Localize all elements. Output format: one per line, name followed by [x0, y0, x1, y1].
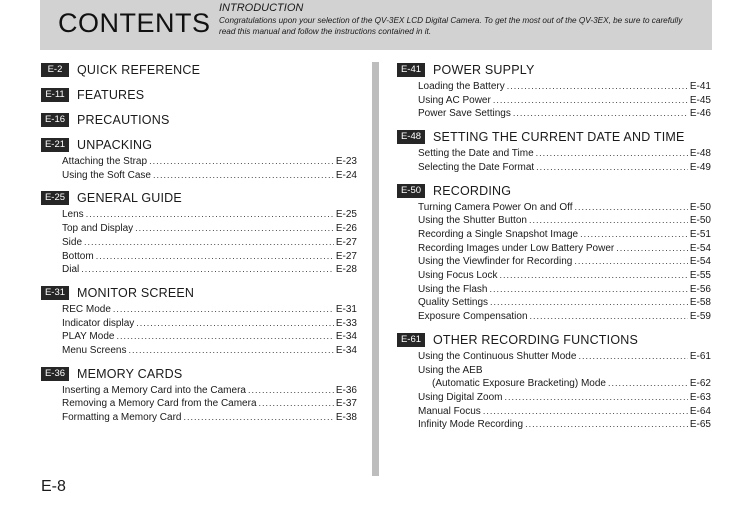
entry-page-number: E-46 [689, 108, 711, 120]
entry-title: Loading the Battery [418, 81, 505, 92]
dot-leader [493, 94, 688, 108]
dot-leader [153, 169, 334, 183]
toc-entry[interactable] [418, 214, 711, 228]
toc-right-column [397, 61, 711, 439]
entry-page-number: E-51 [689, 228, 711, 240]
entry-page-number: E-56 [689, 283, 711, 295]
toc-section [41, 189, 357, 277]
section-title: POWER SUPPLY [433, 63, 535, 77]
dot-leader [96, 250, 334, 264]
introduction-text: Congratulations upon your selection of the QV-3EX LCD Digital Camera. To get the most out of the QV-3EX, be sure to carefully read this manual and follow the instructions contained in it. [219, 16, 683, 36]
toc-entry[interactable] [418, 377, 711, 391]
section-heading[interactable] [41, 365, 357, 383]
toc-entry[interactable] [62, 384, 357, 398]
toc-entry[interactable] [418, 350, 711, 364]
dot-leader [128, 344, 333, 358]
entry-page-number: E-54 [689, 242, 711, 254]
toc-entry[interactable] [62, 303, 357, 317]
dot-leader [504, 391, 687, 405]
entry-title: Using the Soft Case [62, 169, 151, 181]
entry-title: (Automatic Exposure Bracketing) Mode [432, 378, 606, 390]
toc-entry[interactable] [62, 208, 357, 222]
entry-title: Using the Viewfinder for Recording [418, 256, 573, 268]
toc-entry[interactable] [62, 236, 357, 250]
dot-leader [113, 303, 334, 317]
entry-page-number: E-31 [335, 303, 357, 315]
entry-title: Formatting a Memory Card [62, 412, 182, 424]
dot-leader [525, 418, 688, 432]
entry-title: Indicator display [62, 317, 135, 329]
section-title: QUICK REFERENCE [77, 63, 201, 77]
section-title: UNPACKING [77, 138, 153, 152]
entry-title: Recording a Single Snapshot Image [418, 228, 579, 240]
section-page-badge: E-11 [41, 88, 69, 102]
entry-title: Using the Continuous Shutter Mode [418, 350, 577, 362]
section-title: OTHER RECORDING FUNCTIONS [433, 332, 638, 347]
section-heading[interactable] [397, 61, 711, 79]
toc-section [397, 331, 711, 432]
dot-leader [575, 201, 688, 215]
toc-section [41, 86, 357, 104]
entry-page-number: E-38 [335, 412, 357, 424]
section-heading[interactable] [41, 111, 357, 129]
toc-section [41, 284, 357, 358]
entry-title: Removing a Memory Card from the Camera [62, 398, 257, 410]
section-entries [41, 155, 357, 182]
section-heading[interactable] [41, 284, 357, 302]
entry-title: Turning Camera Power On and Off [418, 201, 573, 213]
entry-page-number: E-49 [689, 161, 711, 173]
section-page-badge: E-36 [41, 367, 69, 381]
toc-entry[interactable] [418, 94, 711, 108]
section-page-badge: E-48 [397, 130, 425, 144]
entry-page-number: E-50 [689, 215, 711, 227]
section-page-badge: E-16 [41, 113, 69, 127]
entry-page-number: E-23 [335, 156, 357, 167]
toc-entry[interactable] [62, 263, 357, 277]
entry-title: Top and Display [62, 223, 134, 235]
entry-title: Exposure Compensation [418, 311, 528, 323]
entry-page-number: E-36 [335, 384, 357, 396]
dot-leader [248, 384, 334, 398]
entry-page-number: E-50 [689, 201, 711, 213]
dot-leader [84, 236, 334, 250]
section-page-badge: E-41 [397, 63, 425, 77]
dot-leader [499, 269, 687, 283]
entry-title: PLAY Mode [62, 331, 115, 343]
dot-leader [135, 222, 334, 236]
toc-entry[interactable] [418, 147, 711, 161]
section-entries [41, 208, 357, 277]
dot-leader [183, 411, 333, 425]
dot-leader [116, 330, 333, 344]
dot-leader [616, 242, 688, 256]
section-entries [41, 384, 357, 425]
section-heading[interactable] [397, 128, 711, 146]
dot-leader [529, 214, 688, 228]
column-divider [372, 62, 379, 476]
section-page-badge: E-21 [41, 138, 69, 152]
toc-entry[interactable] [62, 317, 357, 331]
toc-entry[interactable] [418, 242, 711, 256]
entry-page-number: E-34 [335, 331, 357, 343]
entry-page-number: E-54 [689, 256, 711, 268]
section-entries [397, 201, 711, 324]
toc-entry[interactable] [62, 411, 357, 425]
dot-leader [149, 155, 334, 169]
entry-title: Bottom [62, 250, 94, 262]
toc-entry[interactable] [418, 418, 711, 432]
toc-entry[interactable] [62, 397, 357, 411]
entry-title: Using the Shutter Button [418, 215, 527, 227]
section-entries [397, 350, 711, 432]
entry-page-number: E-34 [335, 345, 357, 357]
toc-section [41, 61, 357, 79]
toc-entry[interactable] [418, 201, 711, 215]
entry-title: Infinity Mode Recording [418, 419, 524, 431]
toc-entry[interactable] [418, 255, 711, 269]
entry-title: Using the Flash [418, 283, 488, 295]
toc-entry[interactable] [62, 330, 357, 344]
dot-leader [580, 228, 688, 242]
entry-title: Dial [62, 264, 80, 276]
dot-leader [578, 350, 687, 364]
section-heading[interactable] [397, 182, 711, 200]
entry-title: Using AC Power [418, 94, 491, 106]
section-entries [41, 303, 357, 358]
introduction-heading: INTRODUCTION [219, 2, 304, 14]
entry-page-number: E-48 [689, 148, 711, 160]
toc-section [41, 365, 357, 425]
toc-section [397, 182, 711, 324]
entry-page-number: E-26 [335, 223, 357, 235]
section-page-badge: E-25 [41, 191, 69, 205]
dot-leader [489, 283, 687, 297]
toc-entry[interactable] [62, 250, 357, 264]
toc-entry[interactable] [418, 364, 711, 378]
entry-title: Using Focus Lock [418, 270, 498, 282]
entry-title: Attaching the Strap [62, 156, 148, 167]
section-page-badge: E-31 [41, 286, 69, 300]
toc-entry[interactable] [418, 391, 711, 405]
section-title: PRECAUTIONS [77, 113, 170, 127]
toc-entry[interactable] [62, 344, 357, 358]
toc-section [41, 111, 357, 129]
section-page-badge: E-2 [41, 63, 69, 77]
introduction-block [219, 2, 699, 37]
dot-leader [490, 296, 688, 310]
entry-page-number: E-28 [335, 264, 357, 276]
entry-page-number: E-41 [689, 81, 711, 92]
toc-entry[interactable] [418, 80, 711, 94]
dot-leader [507, 80, 688, 94]
toc-entry[interactable] [418, 283, 711, 297]
toc-section [397, 128, 711, 174]
entry-title: Setting the Date and Time [418, 148, 534, 160]
dot-leader [483, 405, 688, 419]
toc-entry[interactable] [418, 161, 711, 175]
dot-leader [530, 310, 688, 324]
section-page-badge: E-61 [397, 333, 425, 347]
entry-page-number: E-25 [335, 209, 357, 221]
section-entries [397, 147, 711, 174]
dot-leader [536, 147, 688, 161]
section-heading[interactable] [41, 61, 357, 79]
toc-entry[interactable] [62, 222, 357, 236]
entry-page-number: E-61 [689, 350, 711, 362]
section-title: MONITOR SCREEN [77, 285, 195, 300]
toc-entry[interactable] [418, 405, 711, 419]
section-heading[interactable] [41, 86, 357, 104]
entry-page-number: E-65 [689, 419, 711, 431]
entry-title: Power Save Settings [418, 108, 511, 120]
entry-page-number: E-59 [689, 311, 711, 323]
entry-page-number: E-63 [689, 391, 711, 403]
entry-title: Selecting the Date Format [418, 161, 535, 173]
toc-entry[interactable] [62, 169, 357, 183]
toc-entry[interactable] [418, 107, 711, 121]
entry-title: Recording Images under Low Battery Power [418, 242, 615, 254]
section-title: GENERAL GUIDE [77, 191, 182, 206]
dot-leader [574, 255, 688, 269]
entry-title: Quality Settings [418, 297, 489, 309]
toc-section [397, 61, 711, 121]
section-title: SETTING THE CURRENT DATE AND TIME [433, 130, 685, 145]
dot-leader [259, 397, 334, 411]
dot-leader [136, 317, 334, 331]
toc-section [41, 136, 357, 182]
entry-title: Using Digital Zoom [418, 391, 503, 403]
toc-entry[interactable] [418, 310, 711, 324]
entry-title: Side [62, 236, 83, 248]
dot-leader [81, 263, 334, 277]
entry-title: Manual Focus [418, 405, 481, 417]
entry-page-number: E-62 [689, 378, 711, 390]
dot-leader [513, 107, 688, 121]
section-title: MEMORY CARDS [77, 366, 183, 381]
section-heading[interactable] [41, 189, 357, 207]
dot-leader [86, 208, 334, 222]
dot-leader [608, 377, 688, 391]
entry-page-number: E-45 [689, 94, 711, 106]
toc-entry[interactable] [418, 296, 711, 310]
dot-leader [536, 161, 688, 175]
entry-title: Lens [62, 209, 84, 221]
entry-page-number: E-58 [689, 297, 711, 309]
entry-title: REC Mode [62, 303, 111, 315]
page-title: CONTENTS [58, 8, 211, 38]
entry-title: Using the AEB [418, 364, 483, 376]
entry-page-number: E-37 [335, 398, 357, 410]
entry-title: Menu Screens [62, 345, 127, 357]
entry-page-number: E-27 [335, 236, 357, 248]
section-entries [397, 80, 711, 121]
entry-page-number: E-55 [689, 270, 711, 282]
section-heading[interactable] [41, 136, 357, 154]
entry-title: Inserting a Memory Card into the Camera [62, 384, 246, 396]
section-title: FEATURES [77, 88, 145, 102]
entry-page-number: E-33 [335, 317, 357, 329]
entry-page-number: E-24 [335, 169, 357, 181]
entry-page-number: E-27 [335, 250, 357, 262]
entry-page-number: E-64 [689, 405, 711, 417]
toc-entry[interactable] [418, 228, 711, 242]
section-page-badge: E-50 [397, 184, 425, 198]
section-title: RECORDING [433, 183, 512, 198]
toc-entry[interactable] [418, 269, 711, 283]
toc-entry[interactable] [62, 155, 357, 169]
section-heading[interactable] [397, 331, 711, 349]
toc-left-column [41, 61, 357, 432]
page-number: E-8 [41, 478, 66, 495]
